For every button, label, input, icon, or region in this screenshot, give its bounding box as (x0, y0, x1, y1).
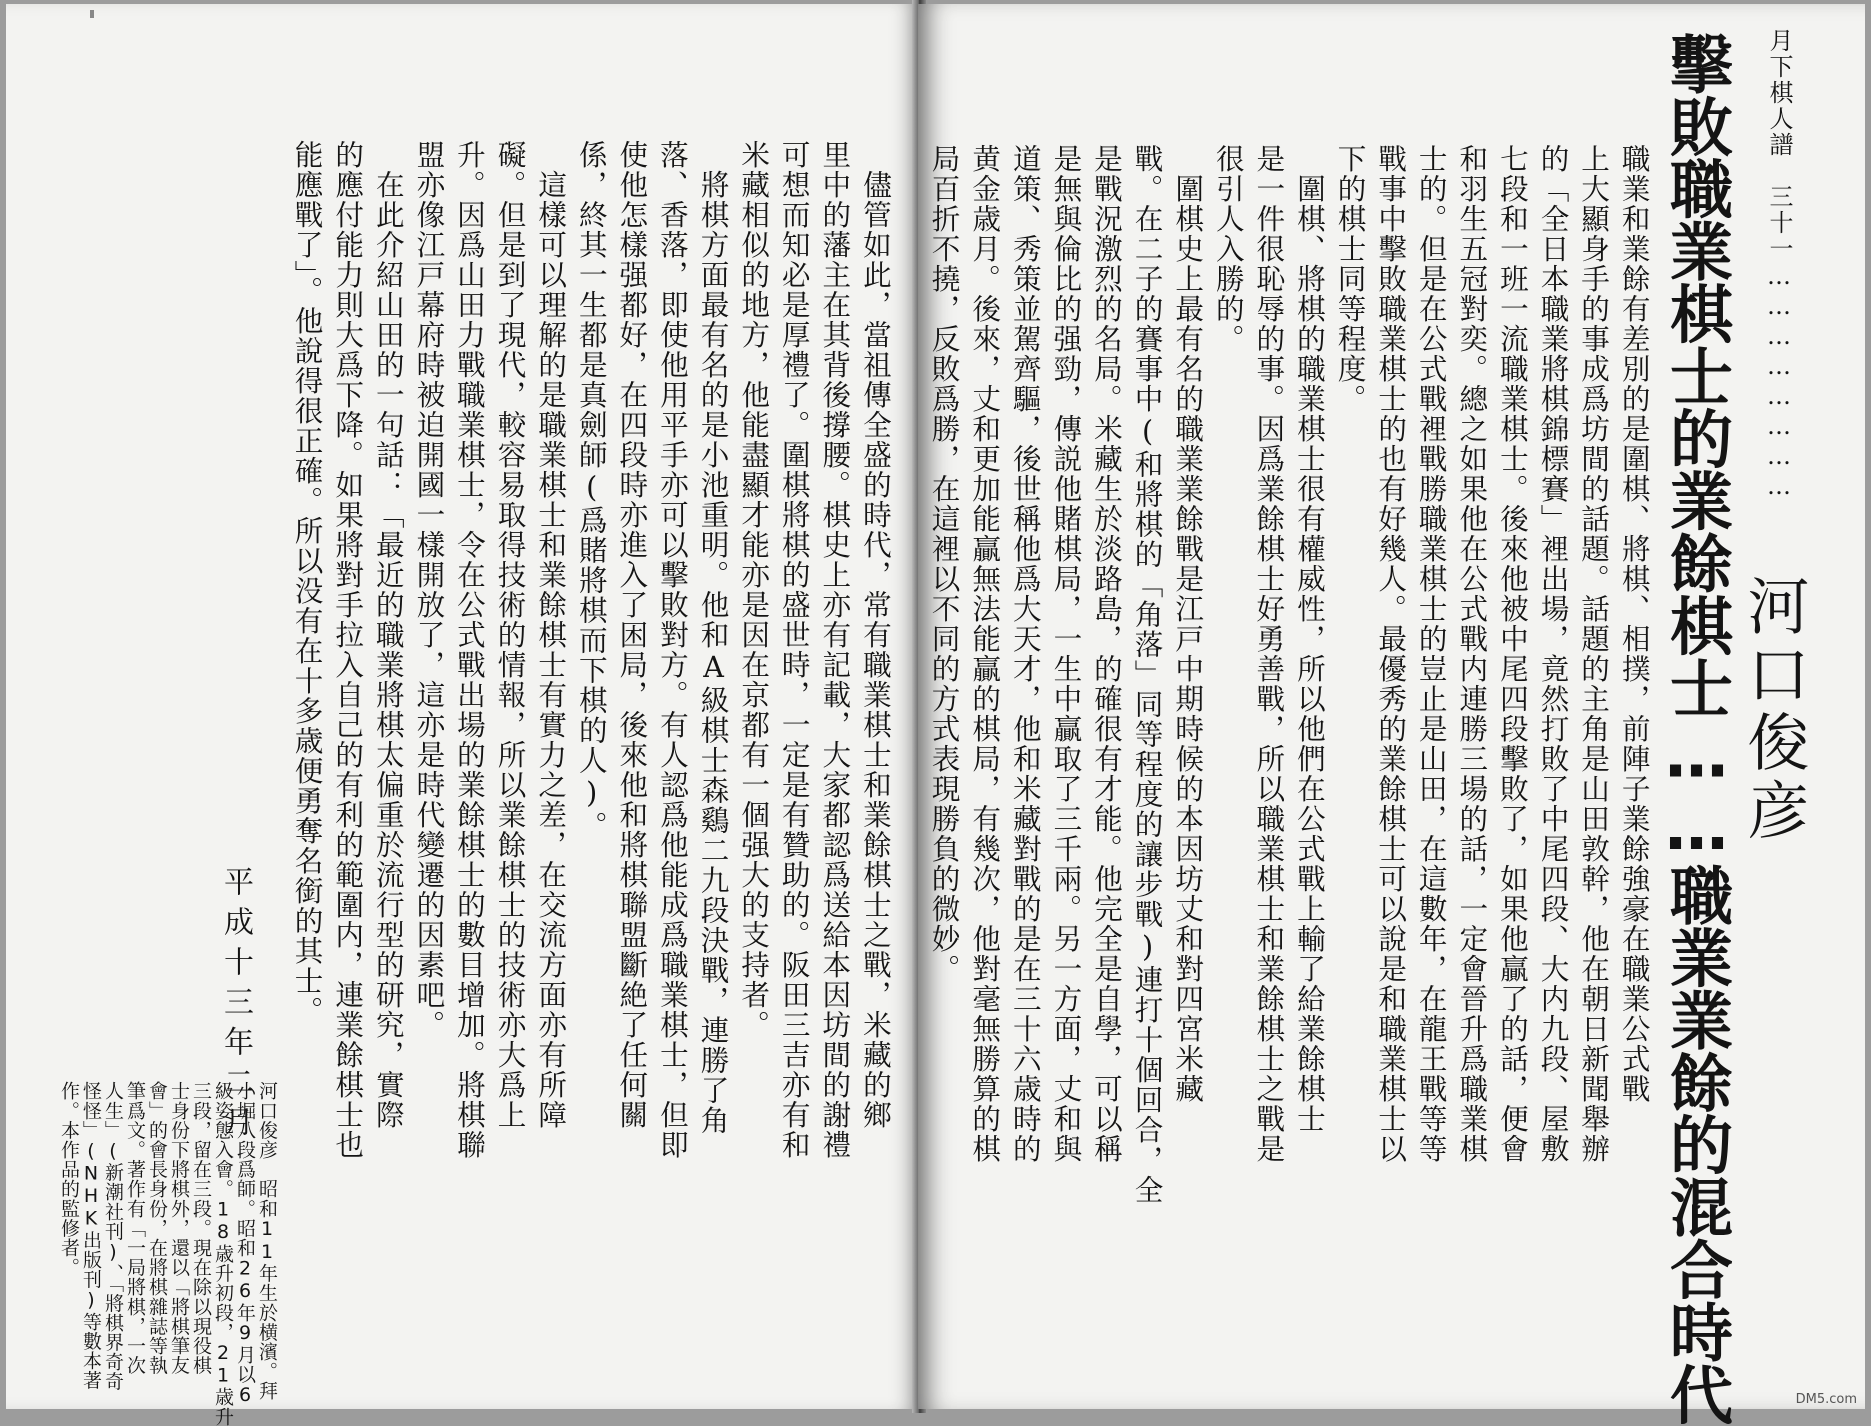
left-page (6, 4, 918, 1426)
left-body-line: 這樣可以理解的是職業棋士和業餘棋士有實力之差，在交流方面亦有所障 (534, 140, 569, 1130)
right-body-line: 黄金歳月。後來，丈和更加能贏無法能贏的棋局，有幾次，他對毫無勝算的棋 (968, 144, 1003, 1164)
left-body-line: 能應戰了」。他說得很正確。所以没有在十多歳便勇奪名銜的其士。 (290, 140, 325, 1026)
left-body-line: 升。因爲山田力戰職業棋士，令在公式戰出場的業餘棋士的數目增加。將棋聯 (452, 140, 487, 1160)
article-title: 擊敗職業棋士的業餘棋士……職業業餘的混合時代 (1660, 32, 1733, 1425)
author-name: 河口俊彦 (1737, 574, 1810, 846)
page-speck (90, 10, 94, 18)
left-body-line: 儘管如此，當祖傳全盛的時代，常有職業棋士和業餘棋士之戰，米藏的鄉 (858, 140, 893, 1130)
bio-line: 筆爲文。著作有「一局將棋，一次 (124, 1081, 146, 1375)
right-body-line: 七段和一班一流職業棋士。後來他被中尾四段擊敗了，如果他贏了的話，便會 (1495, 144, 1530, 1164)
right-body-line: 下的棋士同等程度。 (1333, 144, 1368, 414)
author-bio (58, 1081, 278, 1426)
right-body-line: 局百折不撓，反敗爲勝，在這裡以不同的方式表現勝負的微妙。 (927, 144, 962, 984)
right-body-line: 道策、秀策並駕齊驅，後世稱他爲大天才，他和米藏對戰的是在三十六歳時的 (1008, 144, 1043, 1164)
right-body-line: 戰。在二子的賽事中(和將棋的「角落」同等程度的讓步戰)連打十個回合，全 (1130, 144, 1165, 1205)
left-body-line: 可想而知必是厚禮了。圍棋將棋的盛世時，一定是有贊助的。阪田三吉亦有和 (777, 140, 812, 1160)
right-article-body (924, 144, 1655, 1205)
left-body-line: 在此介紹山田的一句話：「最近的職業將棋太偏重於流行型的研究，實際 (371, 140, 406, 1130)
right-body-line: 士的。但是在公式戰裡戰勝職業棋士的豈止是山田，在這數年，在龍王戰等等 (1414, 144, 1449, 1164)
bio-line: 級姿態入會。18歳升初段，21歳升 (212, 1081, 234, 1426)
right-body-line: 圍棋、將棋的職業棋士很有權威性，所以他們在公式戰上輸了給業餘棋士 (1292, 144, 1327, 1134)
running-head: 月下棋人譜 三十一…………………… (1765, 28, 1793, 502)
bio-line: 人生」(新潮社刊)、「將棋界奇奇 (102, 1081, 124, 1392)
bio-line: 會」的會長身份，在將棋雜誌等執 (146, 1081, 168, 1375)
bio-line: 小堀八段爲師。昭和26年9月以6 (234, 1081, 256, 1407)
left-article-body (287, 140, 896, 1160)
left-body-line: 米藏相似的地方，他能盡顯才能亦是因在京都有一個强大的支持者。 (737, 140, 772, 1040)
left-body-line: 將棋方面最有名的是小池重明。他和A級棋士森鷄二九段決戰，連勝了角 (696, 140, 731, 1136)
right-body-line: 是一件很恥辱的事。因爲業餘棋士好勇善戰，所以職業棋士和業餘棋士之戰是 (1252, 144, 1287, 1164)
right-body-line: 圍棋史上最有名的職業業餘戰是江戸中期時候的本因坊丈和對四宮米藏 (1171, 144, 1206, 1104)
right-body-line: 和羽生五冠對奕。總之如果他在公式戰内連勝三場的話，一定會晉升爲職業棋 (1455, 144, 1490, 1164)
left-body-line: 里中的藩主在其背後撐腰。棋史上亦有記載，大家都認爲送給本因坊間的謝禮 (818, 140, 853, 1160)
left-body-line: 礙。但是到了現代，較容易取得技術的情報，所以業餘棋士的技術亦大爲上 (493, 140, 528, 1130)
left-body-line: 盟亦像江戸幕府時被迫開國一樣開放了，這亦是時代變遷的因素吧。 (412, 140, 447, 1040)
bio-line: 士身份下將棋外，還以「將棋筆友 (168, 1081, 190, 1375)
left-body-line: 使他怎樣强都好，在四段時亦進入了困局，後來他和將棋聯盟斷絶了任何關 (615, 140, 650, 1130)
right-body-line: 很引人入勝的。 (1211, 144, 1246, 354)
right-body-line: 戰事中擊敗職業棋士的也有好幾人。最優秀的業餘棋士可以說是和職業棋士以 (1374, 144, 1409, 1164)
right-body-line: 上大顯身手的事成爲坊間的話題。話題的主角是山田敦幹，他在朝日新聞舉辦 (1577, 144, 1612, 1164)
bio-line: 作。本作品的監修者。 (58, 1081, 80, 1277)
site-watermark: DM5.com (1795, 1392, 1857, 1407)
bio-line: 三段，留在三段。現在除以現役棋 (190, 1081, 212, 1375)
bio-line: 河口俊彦 昭和11年生於横濱。拜 (256, 1081, 278, 1401)
left-body-line: 係，終其一生都是真劍師(爲賭將棋而下棋的人)。 (574, 140, 609, 841)
date-signature: 平成十三年二月 (218, 866, 253, 1146)
right-body-line: 的「全日本職業將棋錦標賽」裡出場，竟然打敗了中尾四段、大内九段、屋敷 (1536, 144, 1571, 1164)
left-body-line: 落、香落，即使他用平手亦可以擊敗對方。有人認爲他能成爲職業棋士，但即 (655, 140, 690, 1160)
bio-line: 怪怪」(NHK出版刊)等數本著 (80, 1081, 102, 1390)
right-body-line: 是無與倫比的强勁，傳説他賭棋局，一生中贏取了三千兩。另一方面，丈和與 (1049, 144, 1084, 1164)
right-body-line: 職業和業餘有差別的是圍棋、將棋、相撲，前陣子業餘強豪在職業公式戰 (1617, 144, 1652, 1104)
left-body-line: 的應付能力則大爲下降。如果將對手拉入自己的有利的範圍内，連業餘棋士也 (331, 140, 366, 1160)
right-body-line: 是戰況激烈的名局。米藏生於淡路島，的確很有才能。他完全是自學，可以稱 (1089, 144, 1124, 1164)
right-page (918, 4, 1865, 1425)
